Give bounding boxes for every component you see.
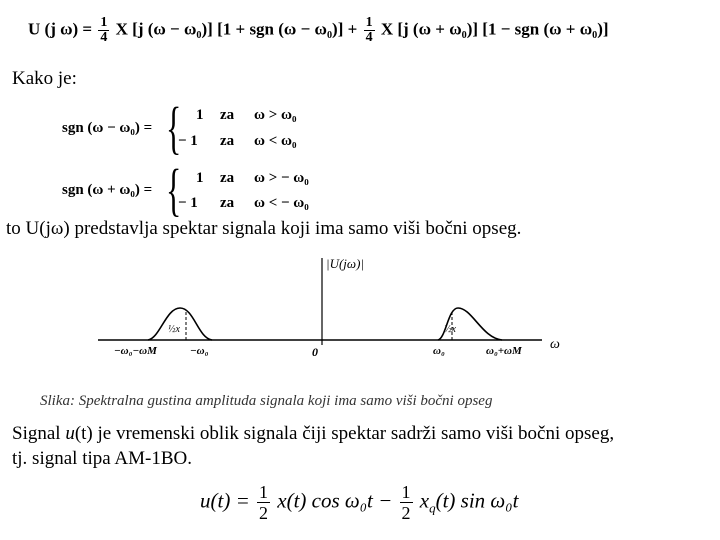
formula2-term3: (t) sin ω₀t [435,488,519,513]
tick-label: −ω₀ [190,345,209,357]
left-mark-label: ½x [168,324,180,335]
sgn-plus-row2-za: za [220,195,235,211]
fraction-quarter-1: $\frac{1}{4}$ [100,15,108,45]
formula-lhs: U (j ω) = [28,19,93,39]
sgn-plus-lhs: sgn (ω + ω₀) = [62,182,153,198]
kako-je-text: Kako je: [12,68,77,89]
left-spectrum-lobe [148,308,212,340]
signal-description-line2: tj. signal tipa AM-1BO. [12,448,192,469]
sgn-plus-row1-cond: ω > − ω₀ [254,170,309,186]
sgn-minus-row1-cond: ω > ω₀ [254,107,297,123]
signal-var: u [65,423,75,444]
right-mark-label: ½x [444,324,456,335]
signal-rest: (t) je vremenski oblik signala čiji spektar sadrži samo viši bočni opseg, [74,423,615,444]
signal-prefix: Signal [12,423,66,444]
tick-label: ω₀ [433,345,445,357]
formula-term1: X [j (ω − ω₀)] [1 + sgn (ω − ω₀)] + [115,19,358,39]
formula-u-t [200,482,518,523]
statement-text: to U(jω) predstavlja spektar signala koji ima samo viši bočni opseg. [6,218,522,239]
origin-label: 0 [312,345,318,359]
y-axis-label: |U(jω)| [326,256,364,271]
sgn-plus-row2-val: − 1 [178,195,198,211]
sgn-minus-row2-cond: ω < ω₀ [254,133,297,149]
signal-description [12,423,614,445]
sgn-minus-row2-val: − 1 [178,133,198,149]
fraction-half-1: $\frac{1}{2}$ [259,482,268,523]
formula2-term2: x [419,488,430,513]
sgn-plus-row1-val: 1 [196,170,204,186]
formula-term2: X [j (ω + ω₀)] [1 − sgn (ω + ω₀)] [380,19,609,39]
sgn-minus-row1-val: 1 [196,107,204,123]
sgn-plus-row1-za: za [220,170,235,186]
spectrum-figure [0,250,720,370]
sgn-minus-row2-za: za [220,133,235,149]
sgn-minus-lhs: sgn (ω − ω₀) = [62,120,153,136]
x-axis-label: ω [550,337,560,352]
tick-label: ω₀+ωM [486,345,522,357]
sgn-minus-row1-za: za [220,107,235,123]
formula2-lhs: u(t) = [200,488,250,513]
tick-label: −ω₀−ωM [114,345,157,357]
formula-u-jw [28,16,609,45]
formula2-subscript: q [429,500,436,516]
fraction-quarter-2: $\frac{1}{4}$ [365,15,373,45]
brace-icon: { [166,95,182,160]
brace-icon: { [166,157,182,222]
sgn-plus-row2-cond: ω < − ω₀ [254,195,309,211]
formula2-term1: x(t) cos ω₀t − [277,488,393,513]
figure-caption: Slika: Spektralna gustina amplituda signala koji ima samo viši bočni opseg [40,393,493,409]
fraction-half-2: $\frac{1}{2}$ [401,482,411,523]
